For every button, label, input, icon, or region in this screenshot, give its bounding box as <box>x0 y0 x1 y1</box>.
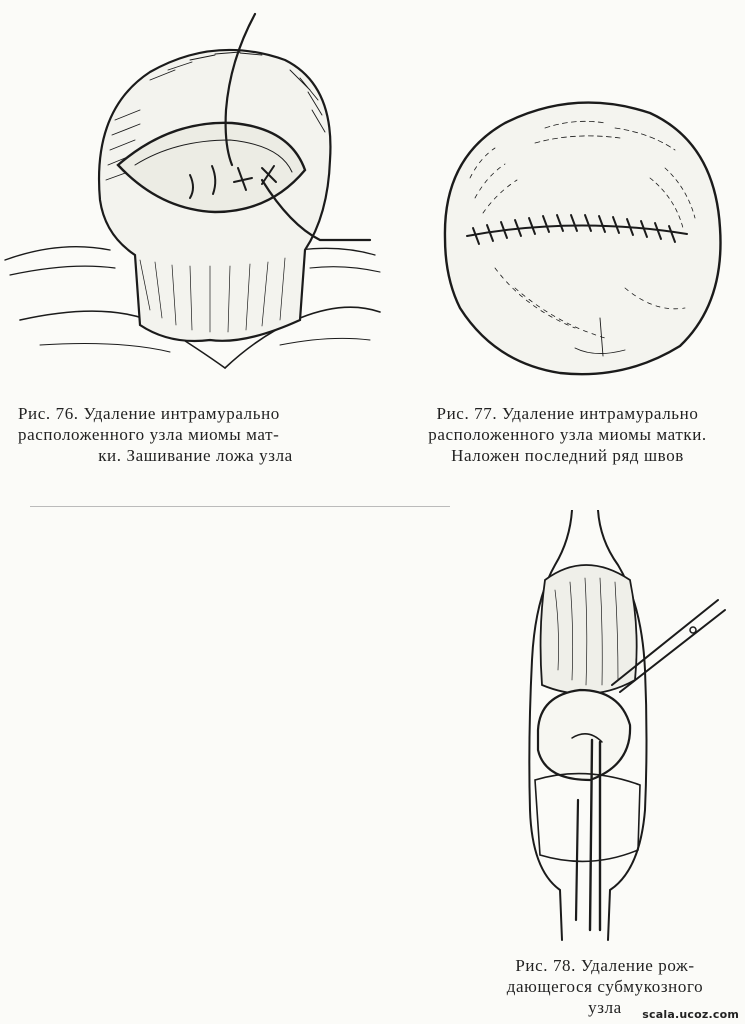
scan-divider <box>30 506 450 507</box>
figure-77-illustration <box>425 88 735 388</box>
figure-76-illustration <box>0 0 390 390</box>
caption-line: дающегося субмукозного <box>506 977 704 996</box>
watermark: scala.ucoz.com <box>642 1008 739 1021</box>
figure-77-caption <box>395 403 740 466</box>
caption-line: Рис. 77. Удаление интрамурально <box>436 404 699 423</box>
caption-line: Наложен последний ряд швов <box>451 446 684 465</box>
caption-line: расположенного узла миомы матки. <box>428 425 707 444</box>
figure-78-illustration <box>500 510 730 950</box>
caption-line: расположенного узла миомы мат- <box>18 425 280 444</box>
caption-line: Рис. 76. Удаление интрамурально <box>18 404 280 423</box>
caption-line: ки. Зашивание ложа узла <box>98 446 293 465</box>
caption-line: Рис. 78. Удаление рож- <box>515 956 695 975</box>
caption-line: узла <box>588 998 622 1017</box>
figure-76-caption <box>18 403 373 466</box>
